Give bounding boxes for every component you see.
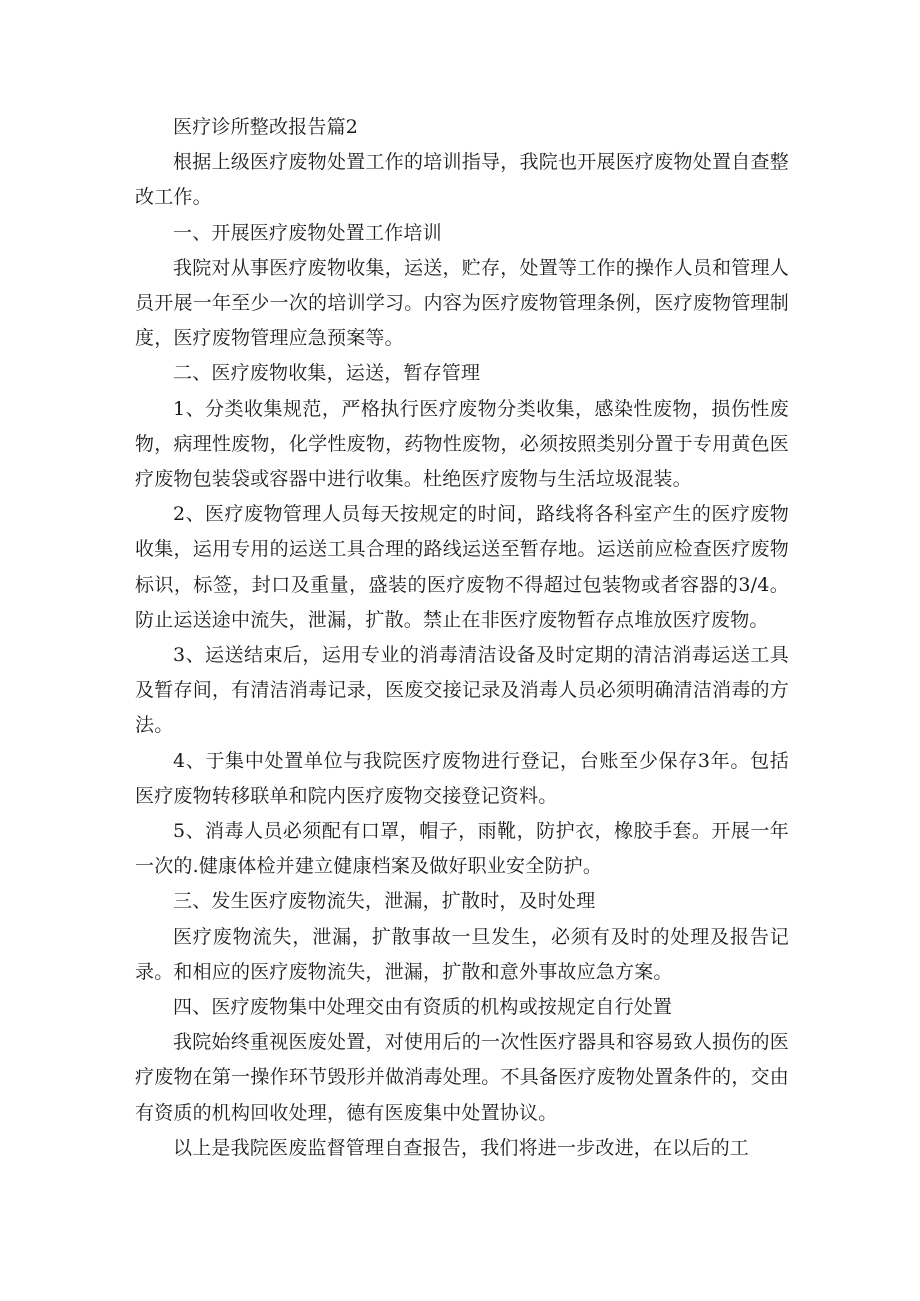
paragraph-closing: 以上是我院医废监督管理自查报告，我们将进一步改进，在以后的工 bbox=[173, 1136, 750, 1159]
paragraph: 医疗废物流失，泄漏，扩散事故一旦发生，必须有及时的处理及报告记录。和相应的医疗废物流失，泄漏，扩散和意外事故应急方案。 bbox=[135, 925, 789, 983]
document-body bbox=[135, 110, 789, 1166]
paragraph: 5、消毒人员必须配有口罩，帽子，雨靴，防护衣，橡胶手套。开展一年一次的.健康体检并建立健康档案及做好职业安全防护。 bbox=[135, 820, 789, 878]
paragraph: 我院对从事医疗废物收集，运送，贮存，处置等工作的操作人员和管理人员开展一年至少一次的培训学习。内容为医疗废物管理条例，医疗废物管理制度，医疗废物管理应急预案等。 bbox=[135, 256, 789, 350]
document-title: 医疗诊所整改报告篇2 bbox=[173, 116, 359, 138]
paragraph: 我院始终重视医废处置，对使用后的一次性医疗器具和容易致人损伤的医疗废物在第一操作环节毁形并做消毒处理。不具备医疗废物处置条件的，交由有资质的机构回收处理，德有医废集中处置协议。 bbox=[135, 1031, 789, 1124]
paragraph: 2、医疗废物管理人员每天按规定的时间，路线将各科室产生的医疗废物收集，运用专用的运送工具合理的路线运送至暂存地。运送前应检查医疗废物标识，标签，封口及重量，盛装的医疗废物不得超过包装物或者容器的3/4。防止运送途中流失，泄漏，扩散。禁止在非医疗废物暂存点堆放医疗废物。 bbox=[135, 503, 789, 631]
section-heading-3: 三、发生医疗废物流失，泄漏，扩散时，及时处理 bbox=[173, 890, 596, 913]
paragraph: 4、于集中处置单位与我院医疗废物进行登记，台账至少保存3年。包括医疗废物转移联单和院内医疗废物交接登记资料。 bbox=[135, 749, 789, 807]
paragraph: 3、运送结束后，运用专业的消毒清洁设备及时定期的清洁消毒运送工具及暂存间，有清洁消毒记录，医废交接记录及消毒人员必须明确清洁消毒的方法。 bbox=[135, 644, 789, 737]
section-heading-2: 二、医疗废物收集，运送，暂存管理 bbox=[173, 362, 481, 385]
paragraph: 1、分类收集规范，严格执行医疗废物分类收集，感染性废物，损伤性废物，病理性废物，化学性废物，药物性废物，必须按照类别分置于专用黄色医疗废物包装袋或容器中进行收集。杜绝医疗废物与生活垃圾混装。 bbox=[135, 397, 789, 491]
section-heading-1: 一、开展医疗废物处置工作培训 bbox=[173, 221, 442, 244]
paragraph-intro: 根据上级医疗废物处置工作的培训指导，我院也开展医疗废物处置自查整改工作。 bbox=[135, 151, 789, 209]
section-heading-4: 四、医疗废物集中处理交由有资质的机构或按规定自行处置 bbox=[173, 996, 673, 1019]
